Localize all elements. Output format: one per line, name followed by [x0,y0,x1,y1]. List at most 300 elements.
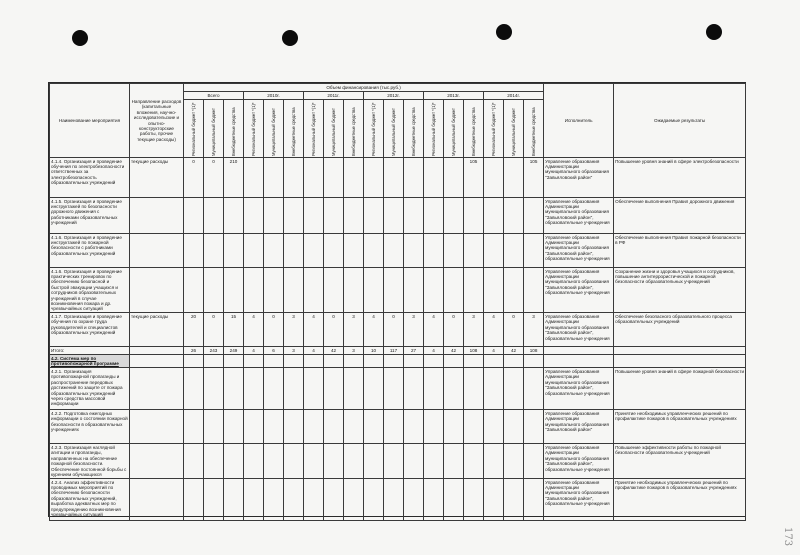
row-value [324,410,344,444]
header-subcol [444,100,464,158]
row-value [264,368,284,410]
row-value: 42 [444,347,464,355]
punch-hole [496,24,512,40]
header-subcol [484,100,504,158]
row-value: 117 [384,347,404,355]
row-value [324,158,344,198]
row-value [344,198,364,234]
row-value [304,410,324,444]
row-direction: текущие расходы [130,158,184,198]
row-value: 249 [224,347,244,355]
row-direction [130,234,184,268]
row-event-name: 4.1.6. Организация и проведение практических тренировок по обеспечению безопасной и быстрой эвакуации учащихся и сотрудников образовательных учреждений в случае возникновения пожара и др. чрезвычайных ситуаций [50,268,130,313]
header-subcol [524,100,544,158]
empty-cell [364,355,384,368]
row-value [324,368,344,410]
header-subcol-label: Региональный бюджет *(1)* [370,101,376,156]
row-value [504,410,524,444]
row-value [224,444,244,479]
row-value: 243 [204,347,224,355]
table-row [50,313,746,347]
row-value [344,368,364,410]
row-value [424,268,444,313]
empty-cell [504,355,524,368]
header-subcol-label: Региональный бюджет *(1)* [190,101,196,156]
row-value: 4 [424,347,444,355]
header-subcol [324,100,344,158]
table-row [50,198,746,234]
row-value [524,410,544,444]
row-value [244,198,264,234]
funding-table [48,82,746,517]
row-value [264,444,284,479]
row-value [284,268,304,313]
row-value [424,234,444,268]
header-subcol-label: Муниципальный бюджет [510,107,516,156]
header-subcol [204,100,224,158]
row-value [344,444,364,479]
row-value [384,234,404,268]
row-executor [544,347,614,355]
header-subcol-label: Региональный бюджет *(1)* [250,101,256,156]
header-subcol-label: Региональный бюджет *(1)* [310,101,316,156]
punch-hole [706,24,722,40]
row-value [204,234,224,268]
row-executor: Управление образования Администрации муниципального образования "Завьяловский район" [544,158,614,198]
header-subcol [464,100,484,158]
row-value: 105 [464,158,484,198]
row-value: 4 [304,313,324,347]
row-direction [130,479,184,521]
row-value [484,368,504,410]
row-value [344,479,364,521]
row-value [344,158,364,198]
empty-cell [244,355,264,368]
row-value: 10 [364,347,384,355]
header-subcol [364,100,384,158]
row-direction: текущие расходы [130,313,184,347]
row-value: 0 [384,313,404,347]
row-value [464,410,484,444]
row-value [204,410,224,444]
row-value [344,268,364,313]
row-value [444,234,464,268]
row-value [404,234,424,268]
row-value: 210 [224,158,244,198]
empty-cell [444,355,464,368]
row-result: Принятие необходимых управленческих решений по профилактике пожаров в образовательных учреждениях [614,479,746,521]
row-value [424,198,444,234]
row-value [184,268,204,313]
header-year: Всего [184,92,244,100]
row-value: 0 [184,158,204,198]
row-value [244,158,264,198]
row-value [524,368,544,410]
row-value: 105 [524,158,544,198]
row-executor: Управление образования Администрации муниципального образования "Завьяловский район", образовательные учреждения [544,198,614,234]
header-year: 2014г. [484,92,544,100]
row-value: 4 [244,347,264,355]
row-value [384,444,404,479]
row-executor: Управление образования Администрации муниципального образования "Завьяловский район", образовательные учреждения [544,444,614,479]
row-value [404,368,424,410]
row-value [524,444,544,479]
header-subcol [224,100,244,158]
row-value [324,234,344,268]
row-value [224,368,244,410]
row-value: 3 [404,313,424,347]
row-value [524,479,544,521]
row-value: 42 [504,347,524,355]
header-subcol [504,100,524,158]
margin-note: 173 [782,527,793,547]
empty-cell [544,355,614,368]
row-value [184,410,204,444]
row-value [364,479,384,521]
row-event-name: Итого: [50,347,130,355]
row-value [424,410,444,444]
row-value [364,410,384,444]
row-value [244,410,264,444]
row-value: 0 [204,313,224,347]
row-value: 0 [504,313,524,347]
header-year: 2011г. [304,92,364,100]
row-value [244,479,264,521]
row-value [284,198,304,234]
empty-cell [384,355,404,368]
row-result: Принятие необходимых управленческих решений по профилактике пожаров в образовательных учреждениях [614,410,746,444]
header-direction: Направление расходов (капитальные вложения, научно-исследовательские и опытно-конструкторские работы, прочие текущие расходы) [130,84,184,158]
row-value [464,234,484,268]
row-value [404,268,424,313]
row-value [324,444,344,479]
row-value [484,198,504,234]
row-value [264,410,284,444]
empty-cell [224,355,244,368]
table-row [50,368,746,410]
row-value [504,268,524,313]
row-value: 4 [424,313,444,347]
table-row [50,234,746,268]
row-value: 4 [244,313,264,347]
row-value [464,368,484,410]
table-row [50,410,746,444]
row-value: 0 [444,313,464,347]
row-event-name: 4.1.6. Организация и проведение инструктажей по пожарной безопасности с работниками образовательных учреждений [50,234,130,268]
row-value: 27 [404,347,424,355]
row-value [324,198,344,234]
row-value [224,234,244,268]
header-executor: Исполнитель [544,84,614,158]
header-subcol-label: Муниципальный бюджет [450,107,456,156]
header-subcol-label: Внебюджетные средства [350,106,356,156]
row-value [404,410,424,444]
row-value [264,234,284,268]
row-value [364,444,384,479]
header-subcol-label: Внебюджетные средства [530,106,536,156]
row-value [344,410,364,444]
row-result: Повышение эффективности работы по пожарной безопасности образовательных учреждений [614,444,746,479]
row-value [184,368,204,410]
row-value [204,368,224,410]
header-subcol [304,100,324,158]
row-value [404,198,424,234]
row-executor: Управление образования Администрации муниципального образования "Завьяловский район", образовательные учреждения [544,479,614,521]
row-value [524,268,544,313]
header-subcol-label: Муниципальный бюджет [210,107,216,156]
empty-cell [284,355,304,368]
row-value [384,268,404,313]
header-subcol-label: Региональный бюджет *(1)* [490,101,496,156]
row-value [364,234,384,268]
row-result: Повышение уровня знаний в сфере пожарной безопасности [614,368,746,410]
row-result: Сохранение жизни и здоровья учащихся и сотрудников, повышение антитеррористической и пожарной безопасности образовательных учреждений [614,268,746,313]
row-value [224,268,244,313]
row-value [504,479,524,521]
row-value [244,234,264,268]
row-value [384,479,404,521]
table-row [50,479,746,521]
row-value [504,368,524,410]
total-row [50,347,746,355]
header-subcol [404,100,424,158]
row-value [284,479,304,521]
row-value [324,268,344,313]
row-event-name: 4.1.4. Организация и проведение обучения по электробезопасности ответственных за электробезопасность образовательных учреждений [50,158,130,198]
row-value [424,158,444,198]
row-value [264,198,284,234]
row-value [484,158,504,198]
row-result: Повышение уровня знаний в сфере электробезопасности [614,158,746,198]
row-value [204,479,224,521]
row-value [304,479,324,521]
empty-cell [424,355,444,368]
row-event-name: 4.2.1. Организация противопожарной пропаганды и распространение передовых достижений по защите от пожара образовательных учреждений через средства массовой информации [50,368,130,410]
header-subcol [344,100,364,158]
row-value [444,198,464,234]
empty-cell [130,355,184,368]
row-value: 0 [204,158,224,198]
table-row [50,158,746,198]
section-row [50,355,746,368]
row-result: Обеспечение выполнения Правил дорожного движения [614,198,746,234]
row-value [504,158,524,198]
row-value [304,158,324,198]
row-value [484,268,504,313]
row-value [184,198,204,234]
row-value: 3 [284,313,304,347]
row-value [504,444,524,479]
row-value [484,479,504,521]
row-value: 4 [364,313,384,347]
row-value [264,158,284,198]
row-value [524,198,544,234]
row-value: 42 [324,347,344,355]
row-value [244,268,264,313]
empty-cell [204,355,224,368]
row-result [614,347,746,355]
row-value [364,268,384,313]
row-value: 4 [484,313,504,347]
row-value [204,268,224,313]
header-year: 2010г. [244,92,304,100]
row-value [364,368,384,410]
row-value: 3 [284,347,304,355]
header-subcol-label: Внебюджетные средства [410,106,416,156]
row-value [204,444,224,479]
row-result: Обеспечение безопасного образовательного процесса образовательных учреждений [614,313,746,347]
row-value [404,479,424,521]
row-value [464,479,484,521]
header-year: 2013г. [424,92,484,100]
row-direction [130,347,184,355]
row-value: 6 [264,347,284,355]
empty-cell [614,355,746,368]
row-value [324,479,344,521]
row-value [484,234,504,268]
row-value [404,158,424,198]
row-value [184,234,204,268]
row-direction [130,268,184,313]
row-value [484,410,504,444]
row-executor: Управление образования Администрации муниципального образования "Завьяловский район", образовательные учреждения [544,234,614,268]
empty-cell [344,355,364,368]
header-subcol-label: Региональный бюджет *(1)* [430,101,436,156]
row-value [364,198,384,234]
row-direction [130,444,184,479]
empty-cell [264,355,284,368]
row-value [504,234,524,268]
row-value [284,444,304,479]
row-value [224,410,244,444]
row-value [264,268,284,313]
row-event-name: 4.1.7. Организация и проведение обучения по охране труда руководителей и специалистов образовательных учреждений [50,313,130,347]
header-results: Ожидаемые результаты [614,84,746,158]
row-value: 15 [224,313,244,347]
row-value: 108 [524,347,544,355]
row-value [344,234,364,268]
row-value [424,368,444,410]
row-value [184,444,204,479]
section-title: 4.2. Система мер по противопожарной программе [50,355,130,368]
row-executor: Управление образования Администрации муниципального образования "Завьяловский район" [544,410,614,444]
empty-cell [484,355,504,368]
row-value: 0 [264,313,284,347]
row-value [204,198,224,234]
row-value [464,198,484,234]
row-event-name: 4.2.2. Подготовка ежегодных информации о состоянии пожарной безопасности в образовательных учреждениях [50,410,130,444]
row-value [444,410,464,444]
row-value [304,268,324,313]
row-value: 3 [344,347,364,355]
row-value [284,368,304,410]
row-value [464,268,484,313]
row-value [304,368,324,410]
header-subcol [424,100,444,158]
punch-hole [282,30,298,46]
punch-hole [72,30,88,46]
row-direction [130,368,184,410]
empty-cell [464,355,484,368]
row-value [484,444,504,479]
header-funding: Объем финансирования (тыс.руб.) [184,84,544,92]
row-value: 4 [304,347,324,355]
header-subcol-label: Внебюджетные средства [230,106,236,156]
row-value [444,158,464,198]
row-value: 3 [464,313,484,347]
row-value [404,444,424,479]
row-event-name: 4.1.5. Организация и проведение инструктажей по безопасности дорожного движения с работниками образовательных учреждений [50,198,130,234]
row-value [424,444,444,479]
row-value [184,479,204,521]
row-value [364,158,384,198]
row-value [304,234,324,268]
row-value: 3 [524,313,544,347]
row-executor: Управление образования Администрации муниципального образования "Завьяловский район", образовательные учреждения [544,268,614,313]
header-subcol-label: Муниципальный бюджет [330,107,336,156]
header-subcol [384,100,404,158]
row-value: 0 [324,313,344,347]
row-result: Обеспечение выполнения Правил пожарной безопасности в РФ [614,234,746,268]
row-value [504,198,524,234]
row-value [304,198,324,234]
empty-cell [524,355,544,368]
row-value: 108 [464,347,484,355]
row-value [284,410,304,444]
row-direction [130,410,184,444]
row-executor: Управление образования Администрации муниципального образования "Завьяловский район", образовательные учреждения [544,368,614,410]
row-value [304,444,324,479]
header-subcol-label: Муниципальный бюджет [390,107,396,156]
header-subcol-label: Внебюджетные средства [290,106,296,156]
row-value [244,368,264,410]
header-subcol-label: Внебюджетные средства [470,106,476,156]
row-value: 3 [344,313,364,347]
row-value [444,444,464,479]
empty-cell [304,355,324,368]
header-subcol [284,100,304,158]
row-value [384,158,404,198]
header-year: 2012г. [364,92,424,100]
row-value [424,479,444,521]
table-row [50,444,746,479]
row-value [384,368,404,410]
header-event: Наименование мероприятия [50,84,130,158]
row-value [384,410,404,444]
row-value [444,268,464,313]
row-value [284,234,304,268]
empty-cell [184,355,204,368]
row-executor: Управление образования Администрации муниципального образования "Завьяловский район", образовательные учреждения [544,313,614,347]
row-value: 4 [484,347,504,355]
row-event-name: 4.2.4. Анализ эффективности проводимых мероприятий по обеспечению безопасности образовательных учреждений, выработка адекватных мер по предупреждению возникновения чрезвычайных ситуаций [50,479,130,521]
row-value: 26 [184,347,204,355]
header-subcol [244,100,264,158]
empty-cell [324,355,344,368]
row-direction [130,198,184,234]
row-value [524,234,544,268]
row-value [244,444,264,479]
header-subcol [264,100,284,158]
header-subcol [184,100,204,158]
row-value [384,198,404,234]
row-value [224,479,244,521]
table-row [50,268,746,313]
row-value: 20 [184,313,204,347]
row-event-name: 4.2.3. Организация наглядной агитации и пропаганды, направленных на обеспечение пожарной безопасности. Обеспечение постоянной борьбы с курением обучающихся [50,444,130,479]
row-value [444,368,464,410]
header-subcol-label: Муниципальный бюджет [270,107,276,156]
